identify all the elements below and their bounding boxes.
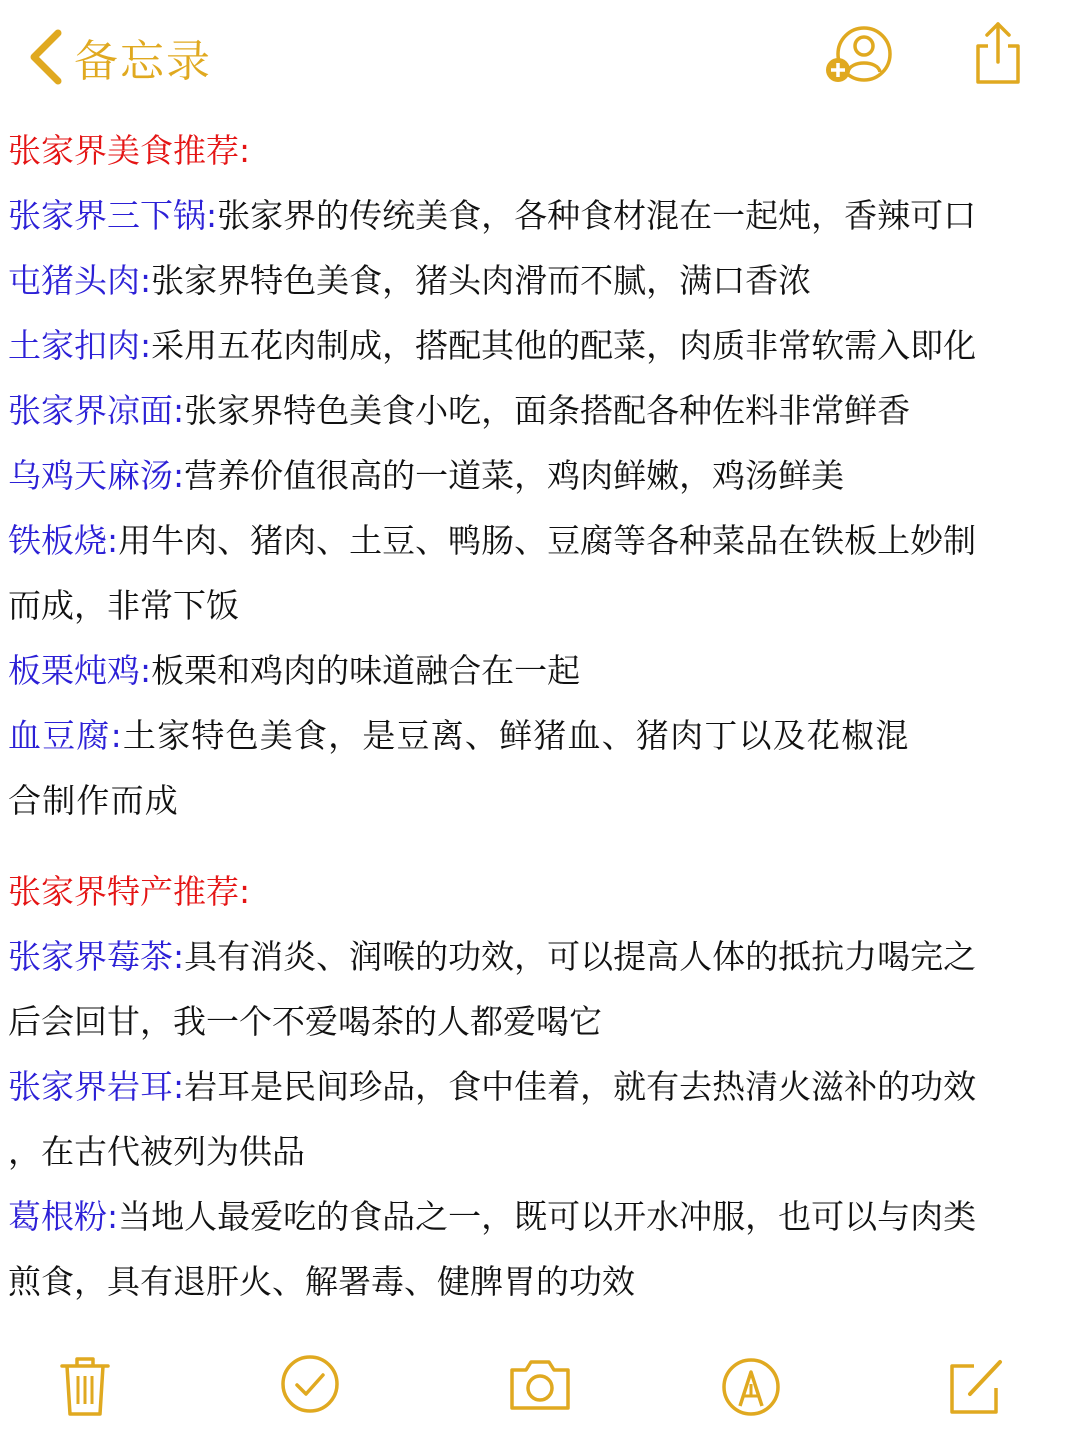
note-line-continuation: 合制作而成 bbox=[8, 781, 179, 820]
note-line bbox=[8, 443, 1072, 508]
section-heading-specialty: 张家界特产推荐: bbox=[8, 872, 251, 911]
note-line bbox=[8, 1054, 1072, 1119]
food-description: 板栗和鸡肉的味道融合在一起 bbox=[151, 651, 581, 690]
food-term: 土家扣肉: bbox=[8, 326, 152, 365]
checklist-button[interactable] bbox=[280, 1354, 340, 1414]
compose-button[interactable] bbox=[944, 1354, 1008, 1418]
note-line bbox=[8, 638, 1072, 703]
note-line bbox=[8, 924, 1072, 989]
food-description: 营养价值很高的一道菜，鸡肉鲜嫩，鸡汤鲜美 bbox=[184, 456, 845, 495]
note-line bbox=[8, 248, 1072, 313]
specialty-term: 张家界岩耳: bbox=[8, 1067, 185, 1106]
food-term: 铁板烧: bbox=[8, 521, 119, 560]
note-line-continuation: 煎食，具有退肝火、解署毒、健脾胃的功效 bbox=[8, 1262, 635, 1301]
back-label: 备忘录 bbox=[74, 36, 212, 87]
camera-icon bbox=[506, 1356, 574, 1412]
food-term: 张家界凉面: bbox=[8, 391, 185, 430]
specialty-term: 张家界莓茶: bbox=[8, 937, 185, 976]
share-button[interactable] bbox=[970, 20, 1026, 88]
top-navigation-bar bbox=[0, 0, 1080, 115]
trash-icon bbox=[58, 1354, 112, 1418]
note-line bbox=[8, 508, 1072, 573]
note-line bbox=[8, 1184, 1072, 1249]
food-description: 用牛肉、猪肉、土豆、鸭肠、豆腐等各种菜品在铁板上妙制 bbox=[118, 521, 977, 560]
specialty-description: 具有消炎、润喉的功效，可以提高人体的抵抗力喝完之 bbox=[184, 937, 977, 976]
checkmark-circle-icon bbox=[280, 1354, 340, 1414]
paragraph-gap bbox=[8, 833, 1072, 859]
share-icon bbox=[970, 20, 1026, 88]
food-term: 乌鸡天麻汤: bbox=[8, 456, 185, 495]
delete-button[interactable] bbox=[58, 1354, 112, 1418]
note-body[interactable] bbox=[8, 118, 1072, 1314]
specialty-description: 当地人最爱吃的食品之一，既可以开水冲服，也可以与肉类 bbox=[118, 1197, 977, 1236]
food-term: 血豆腐: bbox=[8, 716, 123, 755]
food-term: 板栗炖鸡: bbox=[8, 651, 152, 690]
note-line-continuation: ，在古代被列为供品 bbox=[8, 1132, 305, 1171]
back-button[interactable] bbox=[28, 22, 212, 92]
specialty-description: 岩耳是民间珍品，食中佳着，就有去热清火滋补的功效 bbox=[184, 1067, 977, 1106]
chevron-left-icon bbox=[28, 29, 64, 85]
add-person-icon bbox=[820, 24, 900, 88]
food-description: 采用五花肉制成，搭配其他的配菜，肉质非常软需入即化 bbox=[151, 326, 977, 365]
food-description: 土家特色美食，是豆离、鲜猪血、猪肉丁以及花椒混 bbox=[122, 716, 910, 755]
section-heading-food: 张家界美食推荐: bbox=[8, 131, 251, 170]
note-line-continuation: 而成，非常下饭 bbox=[8, 586, 239, 625]
food-description: 张家界特色美食，猪头肉滑而不腻，满口香浓 bbox=[151, 261, 812, 300]
compose-icon bbox=[944, 1354, 1008, 1418]
specialty-term: 葛根粉: bbox=[8, 1197, 119, 1236]
note-line-continuation: 后会回甘，我一个不爱喝茶的人都爱喝它 bbox=[8, 1002, 602, 1041]
note-line bbox=[8, 703, 1072, 768]
camera-button[interactable] bbox=[506, 1356, 574, 1412]
collaborate-button[interactable] bbox=[820, 24, 900, 88]
note-line bbox=[8, 313, 1072, 378]
note-line bbox=[8, 378, 1072, 443]
pen-tip-icon bbox=[720, 1356, 782, 1418]
food-term: 屯猪头肉: bbox=[8, 261, 152, 300]
food-description: 张家界的传统美食，各种食材混在一起炖，香辣可口 bbox=[217, 196, 977, 235]
note-line bbox=[8, 183, 1072, 248]
food-description: 张家界特色美食小吃，面条搭配各种佐料非常鲜香 bbox=[184, 391, 911, 430]
food-term: 张家界三下锅: bbox=[8, 196, 218, 235]
bottom-toolbar bbox=[0, 1340, 1080, 1440]
markup-button[interactable] bbox=[720, 1356, 782, 1418]
